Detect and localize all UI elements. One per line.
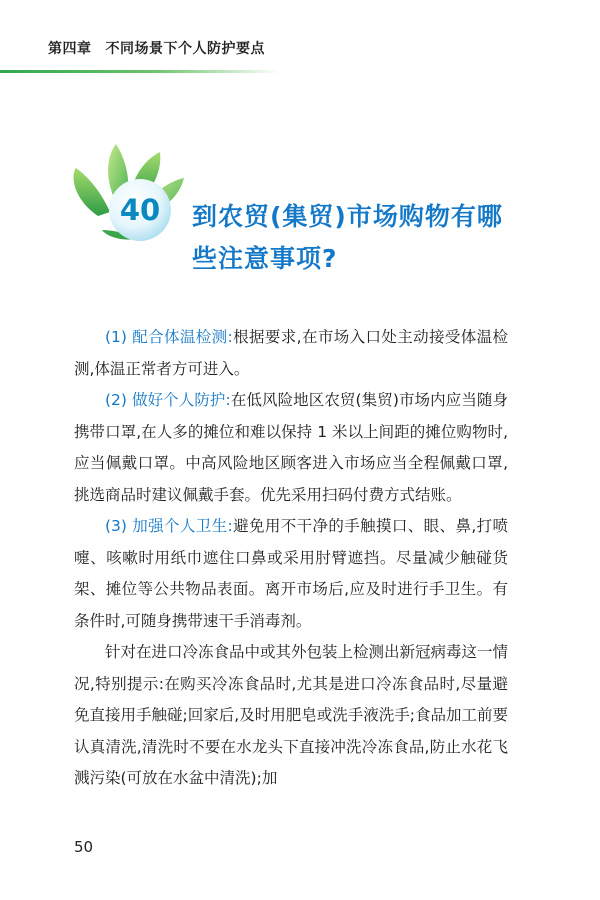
header-rule — [0, 70, 280, 73]
running-header — [48, 38, 265, 58]
question-badge — [68, 138, 198, 248]
chapter-title: 不同场景下个人防护要点 — [105, 41, 265, 57]
item-paragraph — [74, 322, 508, 385]
item-lead: (3) 加强个人卫生: — [105, 517, 233, 535]
question-title-line-1: 到农贸(集贸)市场购物有哪 — [192, 202, 503, 231]
item-paragraph — [74, 511, 508, 637]
item-text: 避免用不干净的手触摸口、眼、鼻,打喷嚏、咳嗽时用纸巾遮住口鼻或采用肘臂遮挡。尽量减少触碰货架、摊位等公共物品表面。离开市场后,应及时进行手卫生。有条件时,可随身携带速干手消毒剂。 — [74, 517, 509, 630]
item-text: 在低风险地区农贸(集贸)市场内应当随身携带口罩,在人多的摊位和难以保持 1 米以上间距的摊位购物时,应当佩戴口罩。中高风险地区顾客进入市场应当全程佩戴口罩,挑选商品时建议佩戴手套。优先采用扫码付费方式结账。 — [74, 391, 508, 504]
item-text: 根据要求,在市场入口处主动接受体温检测,体温正常者方可进入。 — [74, 328, 509, 378]
item-lead: (1) 配合体温检测: — [105, 328, 233, 346]
question-title-line-2: 些注意事项? — [192, 244, 338, 273]
question-number: 40 — [119, 193, 161, 227]
closing-paragraph: 针对在进口冷冻食品中或其外包装上检测出新冠病毒这一情况,特别提示:在购买冷冻食品时,尤其是进口冷冻食品时,尽量避免直接用手触碰;回家后,及时用肥皂或洗手液洗手;食品加工前要认真清洗,清洗时不要在水龙头下直接冲洗冷冻食品,防止水花飞溅污染(可放在水盆中清洗);加 — [74, 643, 509, 787]
question-title — [192, 196, 522, 280]
item-lead: (2) 做好个人防护: — [105, 391, 231, 409]
page-number: 50 — [74, 838, 94, 856]
item-paragraph — [74, 385, 508, 511]
body-text — [74, 322, 508, 795]
chapter-label: 第四章 — [48, 41, 92, 57]
